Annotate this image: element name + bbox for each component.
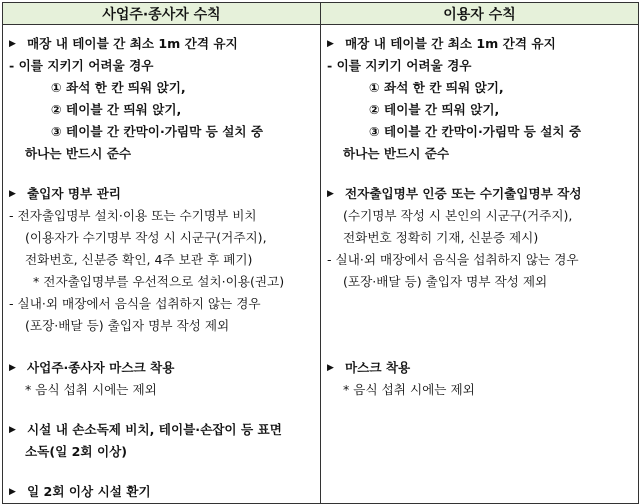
left-section-disinfect xyxy=(7,419,316,463)
left-section-mask xyxy=(7,357,316,401)
rule-line: 전화번호 정확히 기재, 신분증 제시) xyxy=(343,230,539,245)
section-title: 시설 내 손소독제 비치, 테이블·손잡이 등 표면 xyxy=(27,422,282,437)
right-section-visitor-log xyxy=(325,183,634,293)
operator-rules-cell xyxy=(3,25,321,504)
rule-option: ① 좌석 한 칸 띄워 앉기, xyxy=(369,80,504,95)
rule-line: (포장·배달 등) 출입자 명부 작성 제외 xyxy=(25,318,230,333)
rule-note: * 전자출입명부를 우선적으로 설치·이용(권고) xyxy=(33,274,285,289)
rule-line: 하나는 반드시 준수 xyxy=(25,146,132,161)
rule-line: (수기명부 작성 시 본인의 시군구(거주지), xyxy=(343,208,573,223)
rule-line: - 이를 지키기 어려울 경우 xyxy=(327,58,472,73)
rules-table xyxy=(2,2,639,504)
section-title: 출입자 명부 관리 xyxy=(27,186,121,201)
rule-line: - 실내·외 매장에서 음식을 섭취하지 않는 경우 xyxy=(9,296,261,311)
section-title: 매장 내 테이블 간 최소 1m 간격 유지 xyxy=(27,36,238,51)
rule-line: - 이를 지키기 어려울 경우 xyxy=(9,58,154,73)
rule-line: (이용자가 수기명부 작성 시 시군구(거주지), xyxy=(25,230,267,245)
arrow-bullet-icon: ▶ xyxy=(9,425,16,435)
arrow-bullet-icon: ▶ xyxy=(9,189,16,199)
arrow-bullet-icon: ▶ xyxy=(9,487,16,497)
rule-note: * 음식 섭취 시에는 제외 xyxy=(343,382,475,397)
rule-option: ③ 테이블 간 칸막이·가림막 등 설치 중 xyxy=(369,124,582,139)
arrow-bullet-icon: ▶ xyxy=(327,363,334,373)
right-section-distance xyxy=(325,33,634,165)
arrow-bullet-icon: ▶ xyxy=(327,189,334,199)
section-title: 일 2회 이상 시설 환기 xyxy=(27,484,151,499)
left-section-distance xyxy=(7,33,316,165)
rule-note: * 음식 섭취 시에는 제외 xyxy=(25,382,157,397)
section-title: 마스크 착용 xyxy=(345,360,411,375)
rule-line: 소독(일 2회 이상) xyxy=(25,444,128,459)
arrow-bullet-icon: ▶ xyxy=(9,39,16,49)
section-title: 사업주·종사자 마스크 착용 xyxy=(27,360,175,375)
header-user-rules: 이용자 수칙 xyxy=(321,3,639,25)
section-title: 전자출입명부 인증 또는 수기출입명부 작성 xyxy=(345,186,582,201)
rule-option: ① 좌석 한 칸 띄워 앉기, xyxy=(51,80,186,95)
rule-line: 전화번호, 신분증 확인, 4주 보관 후 폐기) xyxy=(25,252,253,267)
arrow-bullet-icon: ▶ xyxy=(9,363,16,373)
section-title: 매장 내 테이블 간 최소 1m 간격 유지 xyxy=(345,36,556,51)
rule-option: ③ 테이블 간 칸막이·가림막 등 설치 중 xyxy=(51,124,264,139)
user-rules-cell xyxy=(321,25,639,504)
rule-line: (포장·배달 등) 출입자 명부 작성 제외 xyxy=(343,274,548,289)
rule-option: ② 테이블 간 띄워 앉기, xyxy=(51,102,182,117)
left-section-visitor-log xyxy=(7,183,316,337)
rule-line: - 전자출입명부 설치·이용 또는 수기명부 비치 xyxy=(9,208,257,223)
rule-option: ② 테이블 간 띄워 앉기, xyxy=(369,102,500,117)
arrow-bullet-icon: ▶ xyxy=(327,39,334,49)
header-operator-rules: 사업주·종사자 수칙 xyxy=(3,3,321,25)
right-section-mask xyxy=(325,357,634,401)
rule-line: - 실내·외 매장에서 음식을 섭취하지 않는 경우 xyxy=(327,252,579,267)
rule-line: 하나는 반드시 준수 xyxy=(343,146,450,161)
